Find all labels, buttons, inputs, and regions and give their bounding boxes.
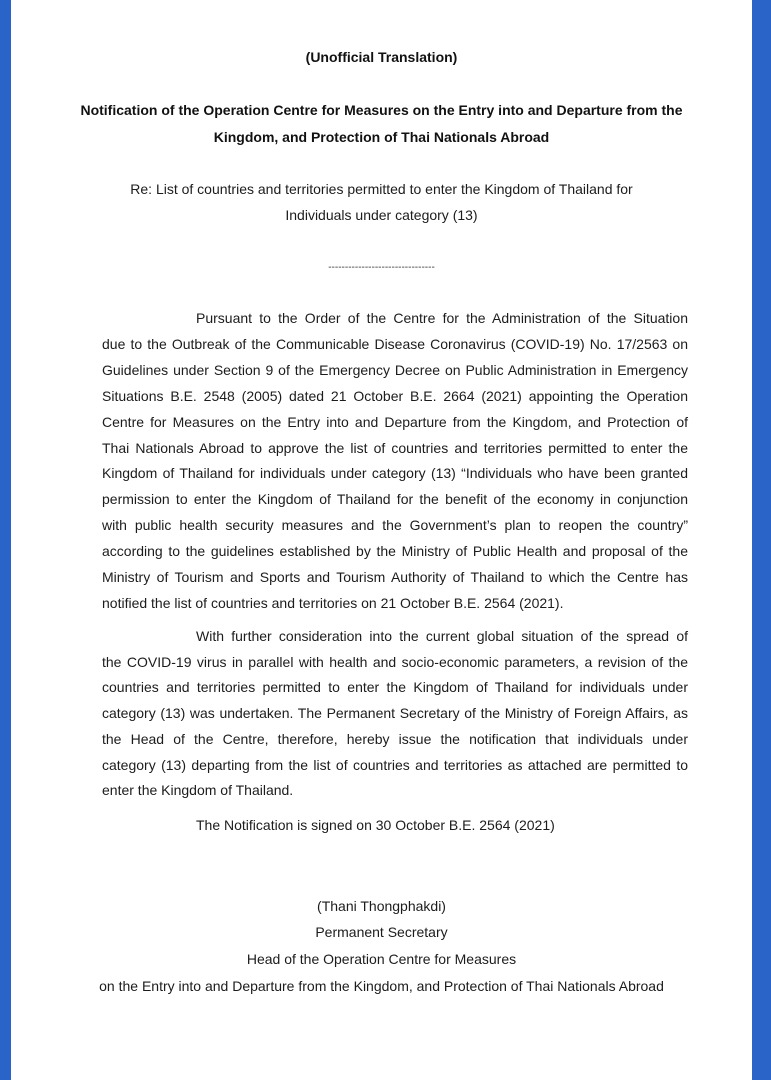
paragraph-1-line: permission to enter the Kingdom of Thailand for the benefit of the economy in conjunction	[102, 491, 688, 507]
paragraph-1-line: Pursuant to the Order of the Centre for the Administration of the Situation	[196, 310, 688, 326]
paragraph-2-line: countries and territories permitted to enter the Kingdom of Thailand for individuals under	[102, 679, 688, 695]
paragraph-1-line: according to the guidelines established by the Ministry of Public Health and proposal of the	[102, 543, 688, 559]
unofficial-translation-label: (Unofficial Translation)	[305, 49, 458, 65]
paragraph-1-line: Centre for Measures on the Entry into and Departure from the Kingdom, and Protection of	[102, 414, 688, 430]
signed-date-line: The Notification is signed on 30 October B.E. 2564 (2021)	[196, 817, 555, 833]
signatory-position: Permanent Secretary	[315, 924, 448, 940]
paragraph-1-line: due to the Outbreak of the Communicable Disease Coronavirus (COVID-19) No. 17/2563 on	[102, 336, 688, 352]
title-line-1: Notification of the Operation Centre for Measures on the Entry into and Departure from the	[80, 102, 683, 118]
paragraph-2-line: category (13) departing from the list of countries and territories as attached are permitted to	[102, 757, 688, 773]
separator-line: --------------------------------	[328, 262, 435, 273]
document-page	[11, 0, 752, 1080]
paragraph-1-line: Ministry of Tourism and Sports and Tourism Authority of Thailand to which the Centre has	[102, 569, 688, 585]
paragraph-2-line: With further consideration into the current global situation of the spread of	[196, 628, 688, 644]
subject-line-1: Re: List of countries and territories permitted to enter the Kingdom of Thailand for	[130, 181, 633, 197]
paragraph-2-line: the Head of the Centre, therefore, hereby issue the notification that individuals under	[102, 731, 688, 747]
paragraph-2-line: enter the Kingdom of Thailand.	[102, 782, 294, 798]
paragraph-2-line: category (13) was undertaken. The Permanent Secretary of the Ministry of Foreign Affairs, as	[102, 705, 688, 721]
signatory-role-line-2: on the Entry into and Departure from the Kingdom, and Protection of Thai Nationals Abroad	[99, 978, 664, 994]
paragraph-1-line: Guidelines under Section 9 of the Emergency Decree on Public Administration in Emergency	[102, 362, 688, 378]
signatory-name: (Thani Thongphakdi)	[317, 898, 446, 914]
paragraph-1-line: Thai Nationals Abroad to approve the list of countries and territories permitted to enter the	[102, 440, 688, 456]
paragraph-1-line: Situations B.E. 2548 (2005) dated 21 October B.E. 2664 (2021) appointing the Operation	[102, 388, 688, 404]
paragraph-1-line: notified the list of countries and territories on 21 October B.E. 2564 (2021).	[102, 595, 564, 611]
subject-line-2: Individuals under category (13)	[285, 207, 478, 223]
paragraph-2-line: the COVID-19 virus in parallel with health and socio-economic parameters, a revision of the	[102, 654, 688, 670]
paragraph-1-line: with public health security measures and the Government’s plan to reopen the country”	[102, 517, 688, 533]
paragraph-1-line: Kingdom of Thailand for individuals under category (13) “Individuals who have been granted	[102, 465, 688, 481]
title-line-2: Kingdom, and Protection of Thai Nationals Abroad	[213, 129, 550, 145]
signatory-role-line-1: Head of the Operation Centre for Measures	[246, 951, 517, 967]
